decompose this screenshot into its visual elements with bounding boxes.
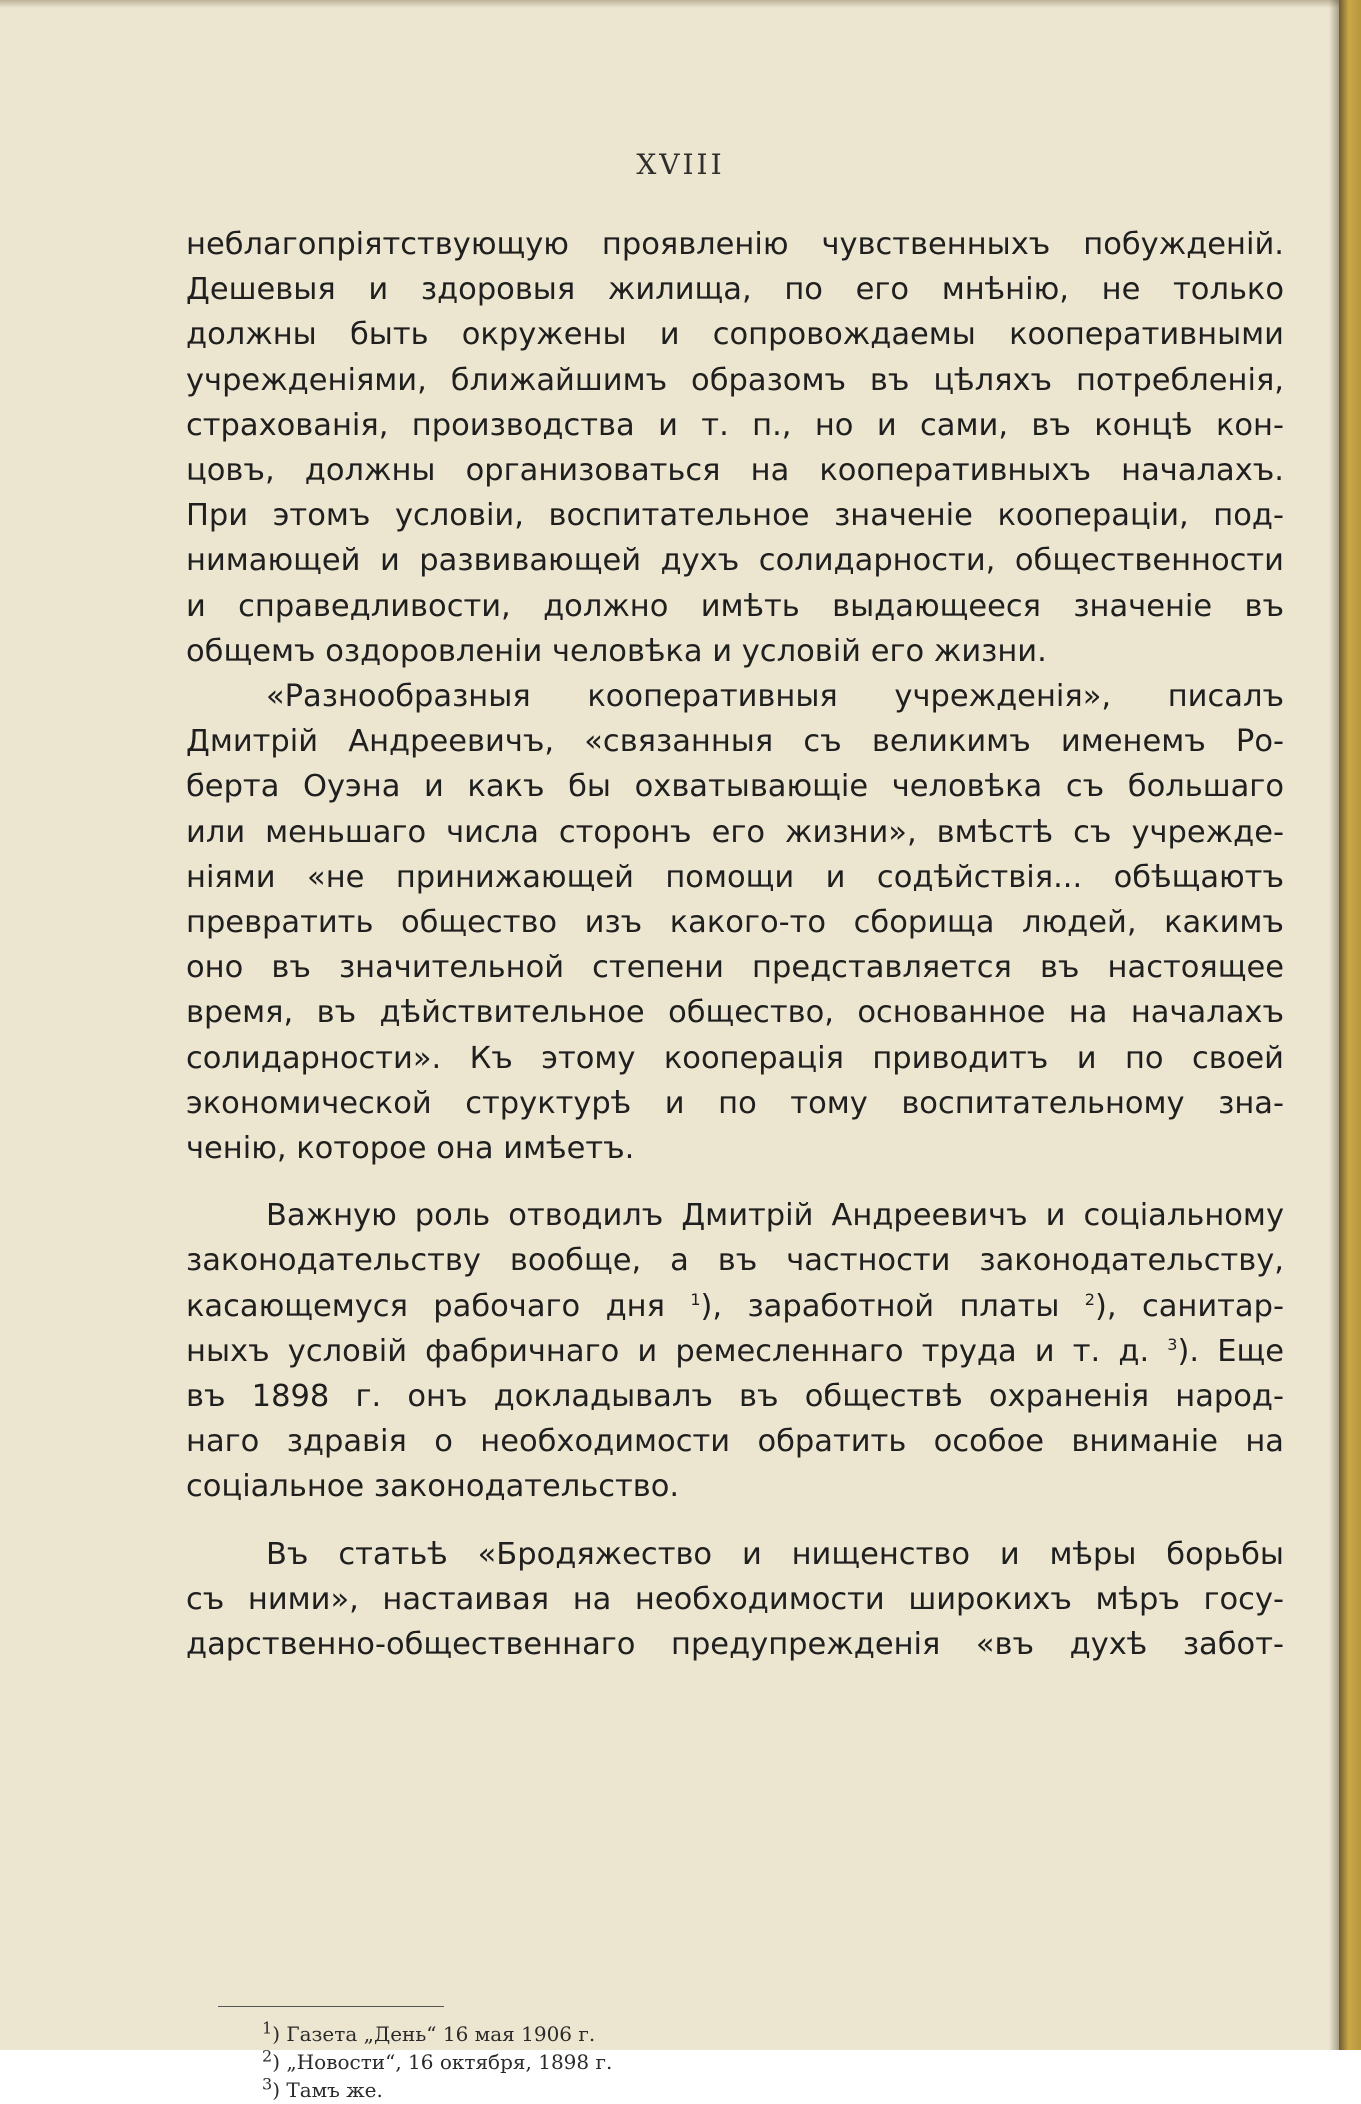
footnote-number: 2 (262, 2046, 273, 2066)
text-line: или меньшаго числа сторонъ его жизни», вмѣстѣ съ учрежде- (186, 814, 1284, 850)
footnote-ref: 3 (1167, 1334, 1178, 1354)
text-line: должны быть окружены и сопровождаемы кооперативными (186, 317, 1284, 353)
text-line: нимающей и развивающей духъ солидарности, общественности (186, 543, 1284, 579)
text-line: Дешевыя и здоровыя жилища, по его мнѣнію, не только (186, 272, 1284, 308)
text-line: При этомъ условіи, воспитательное значеніе коопераціи, под- (186, 498, 1284, 534)
footnote-number: 1 (262, 2018, 273, 2038)
footnote-divider (218, 2006, 444, 2007)
text-line: законодательству вообще, а въ частности законодательству, (186, 1243, 1284, 1279)
text-line: превратить общество изъ какого-то сборища людей, какимъ (186, 905, 1284, 941)
footnote-text: ) Тамъ же. (272, 2078, 383, 2102)
text-line: учрежденіями, ближайшимъ образомъ въ цѣляхъ потребленія, (186, 362, 1284, 398)
text-line: Важную роль отводилъ Дмитрій Андреевичъ и соціальному (266, 1198, 1284, 1234)
paragraph (186, 222, 1284, 674)
binding-shadow (1329, 0, 1339, 2050)
text-line: «Разнообразныя кооперативныя учрежденія», писалъ (266, 679, 1284, 715)
footnote (262, 2048, 1162, 2076)
text-segment: ). Еще (1177, 1333, 1284, 1369)
text-line: солидарности». Къ этому кооперація приводитъ и по своей (186, 1040, 1284, 1076)
text-line: цовъ, должны организоваться на кооперативныхъ началахъ. (186, 453, 1284, 489)
footnote-ref: 2 (1084, 1289, 1095, 1309)
text-line: время, въ дѣйствительное общество, основанное на началахъ (186, 995, 1284, 1031)
text-line: дарственно-общественнаго предупрежденія «въ духѣ забот- (186, 1627, 1284, 1663)
text-line: страхованія, производства и т. п., но и сами, въ концѣ кон- (186, 407, 1284, 443)
book-cover-edge (1339, 0, 1361, 2050)
footnote-text: ) „Новости“, 16 октября, 1898 г. (272, 2050, 613, 2074)
page-number: XVIII (636, 148, 725, 181)
footnote-text: ) Газета „День“ 16 мая 1906 г. (272, 2022, 596, 2046)
text-line: съ ними», настаивая на необходимости широкихъ мѣръ госу- (186, 1581, 1284, 1617)
footnote (262, 2020, 1162, 2048)
footnote-number: 3 (262, 2074, 273, 2094)
footnotes (262, 2020, 1162, 2104)
text-line: оно въ значительной степени представляется въ настоящее (186, 950, 1284, 986)
text-line: общемъ оздоровленіи человѣка и условій его жизни. (186, 633, 1047, 669)
paragraph (186, 1193, 1284, 1509)
paragraph (186, 674, 1284, 1171)
footnote-ref: 1 (690, 1289, 701, 1309)
main-text (186, 222, 1284, 1667)
text-line: экономической структурѣ и по тому воспитательному зна- (186, 1085, 1284, 1121)
text-line: наго здравія о необходимости обратить особое вниманіе на (186, 1424, 1284, 1460)
paragraph (186, 1532, 1284, 1668)
text-line (186, 1284, 1284, 1329)
text-segment: ), заработной платы (700, 1288, 1085, 1324)
text-line: берта Оуэна и какъ бы охватывающіе человѣка съ большаго (186, 769, 1284, 805)
text-line: въ 1898 г. онъ докладывалъ въ обществѣ охраненія народ- (186, 1379, 1284, 1415)
page-top-edge (0, 0, 1361, 8)
text-segment: касающемуся рабочаго дня (186, 1288, 691, 1324)
text-line: ніями «не принижающей помощи и содѣйствія... обѣщаютъ (186, 859, 1284, 895)
footnote (262, 2076, 1162, 2104)
text-line: соціальное законодательство. (186, 1469, 680, 1505)
text-line: Дмитрій Андреевичъ, «связанныя съ великимъ именемъ Ро- (186, 724, 1284, 760)
text-line: неблагопріятствующую проявленію чувственныхъ побужденій. (186, 227, 1284, 262)
text-line: ченію, которое она имѣетъ. (186, 1131, 635, 1167)
text-line: и справедливости, должно имѣть выдающееся значеніе въ (186, 588, 1284, 624)
text-line: Въ статьѣ «Бродяжество и нищенство и мѣры борьбы (266, 1536, 1284, 1572)
text-line (186, 1329, 1284, 1374)
text-segment: ), санитар- (1094, 1288, 1284, 1324)
text-segment: ныхъ условій фабричнаго и ремесленнаго труда и т. д. (186, 1333, 1168, 1369)
